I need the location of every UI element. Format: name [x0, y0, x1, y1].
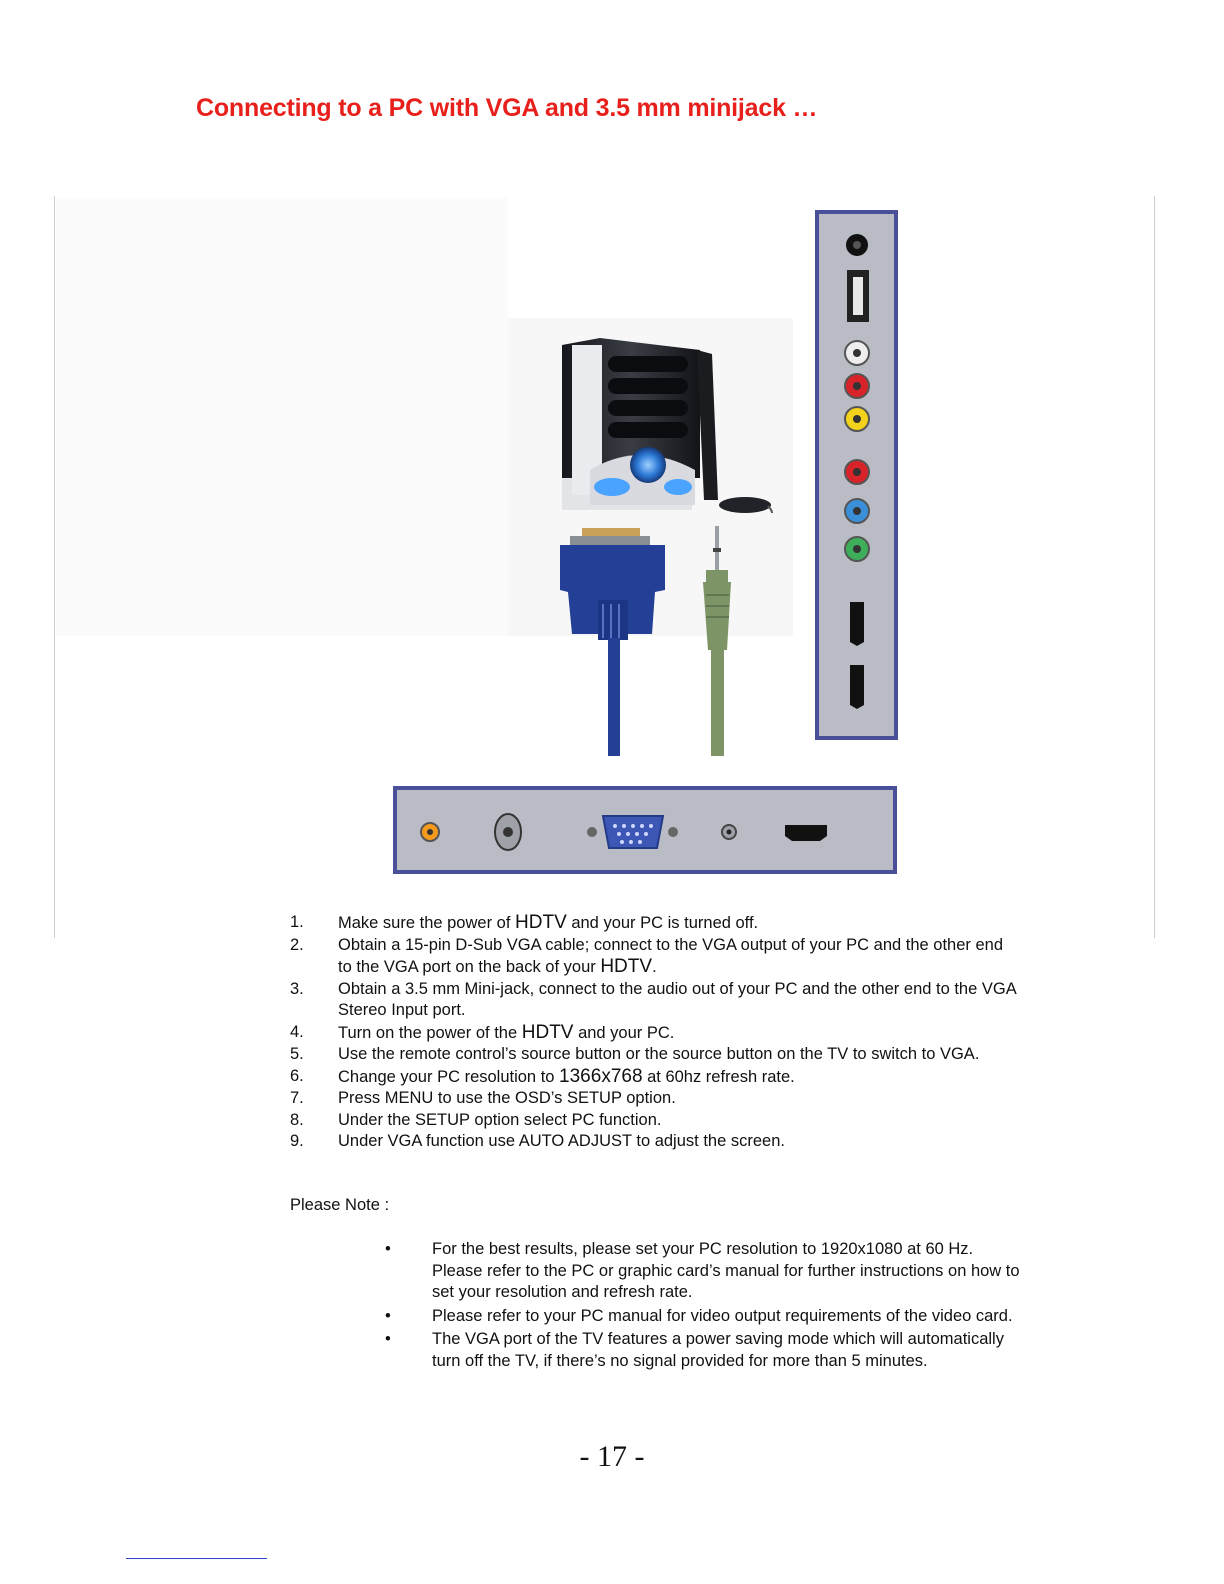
step-item	[290, 1022, 1020, 1045]
step-text: .	[652, 958, 657, 976]
step-text: HDTV	[515, 912, 567, 933]
note-item	[385, 1239, 1025, 1304]
bullet-icon: •	[385, 1306, 391, 1325]
note-item	[385, 1329, 1025, 1372]
bullet-icon: •	[385, 1240, 391, 1258]
step-text: Press MENU to use the OSD’s SETUP option.	[338, 1089, 676, 1107]
note-text: Please refer to your PC manual for video output requirements of the video card.	[432, 1306, 1013, 1325]
step-number: 5.	[290, 1045, 304, 1063]
step-number: 7.	[290, 1089, 304, 1107]
note-item	[385, 1306, 1025, 1328]
step-text: Obtain a 15-pin D-Sub VGA cable; connect to the VGA output of your PC and the other end to the VGA port on the back of your	[338, 935, 1004, 976]
coax-port-icon	[495, 814, 521, 850]
instruction-steps	[290, 912, 1020, 1153]
step-text: at 60hz refresh rate.	[642, 1067, 795, 1086]
step-item	[290, 1131, 1020, 1153]
note-title: Please Note :	[290, 1196, 390, 1214]
step-number: 1.	[290, 913, 304, 931]
step-item	[290, 935, 1020, 979]
note-text: For the best results, please set your PC resolution to 1920x1080 at 60 Hz. Please refer to the PC or graphic card’s manual for further instructions on how to set your resolution and refresh rate.	[432, 1240, 1020, 1301]
page-number: - 17 -	[579, 1440, 645, 1473]
step-text: Turn on the power of the	[338, 1023, 522, 1042]
step-text: HDTV	[521, 1021, 574, 1043]
step-number: 3.	[290, 979, 304, 998]
step-text: Under the SETUP option select PC function.	[338, 1110, 662, 1129]
step-text: Obtain a 3.5 mm Mini-jack, connect to the audio out of your PC and the other end to the VGA Stereo Input port.	[338, 979, 1016, 1019]
step-text: Make sure the power of	[338, 914, 516, 932]
usb-port-icon	[847, 270, 869, 322]
step-item	[290, 1088, 1020, 1110]
step-number: 4.	[290, 1022, 304, 1041]
computer-tower-icon	[562, 338, 700, 510]
step-text: and your PC.	[573, 1023, 675, 1042]
bottom-port-panel	[395, 788, 895, 872]
step-number: 8.	[290, 1110, 304, 1129]
step-text: Use the remote control’s source button or the source button on the TV to switch to VGA.	[338, 1045, 980, 1063]
step-text: and your PC is turned off.	[566, 914, 759, 932]
vga-connector-icon	[560, 528, 665, 756]
step-text: 1366x768	[559, 1065, 643, 1087]
step-item	[290, 1110, 1020, 1132]
note-list	[385, 1239, 1025, 1374]
step-number: 6.	[290, 1066, 304, 1085]
diagram-backdrop	[56, 198, 508, 636]
step-item	[290, 912, 1020, 935]
step-text: Change your PC resolution to	[338, 1067, 560, 1086]
step-item	[290, 1066, 1020, 1089]
step-item	[290, 979, 1020, 1022]
step-item	[290, 1044, 1020, 1066]
side-port-panel	[817, 212, 896, 738]
step-number: 9.	[290, 1132, 304, 1150]
bullet-icon: •	[385, 1330, 391, 1348]
hdmi-port-bottom-icon	[785, 825, 827, 841]
note-text: The VGA port of the TV features a power saving mode which will automatically turn off the TV, if there’s no signal provided for more than 5 minutes.	[432, 1330, 1004, 1370]
step-text: HDTV	[600, 956, 653, 977]
footnote-rule	[126, 1558, 267, 1559]
step-number: 2.	[290, 935, 304, 954]
page-title: Connecting to a PC with VGA and 3.5 mm minijack …	[196, 94, 818, 122]
step-text: Under VGA function use AUTO ADJUST to adjust the screen.	[338, 1132, 785, 1150]
